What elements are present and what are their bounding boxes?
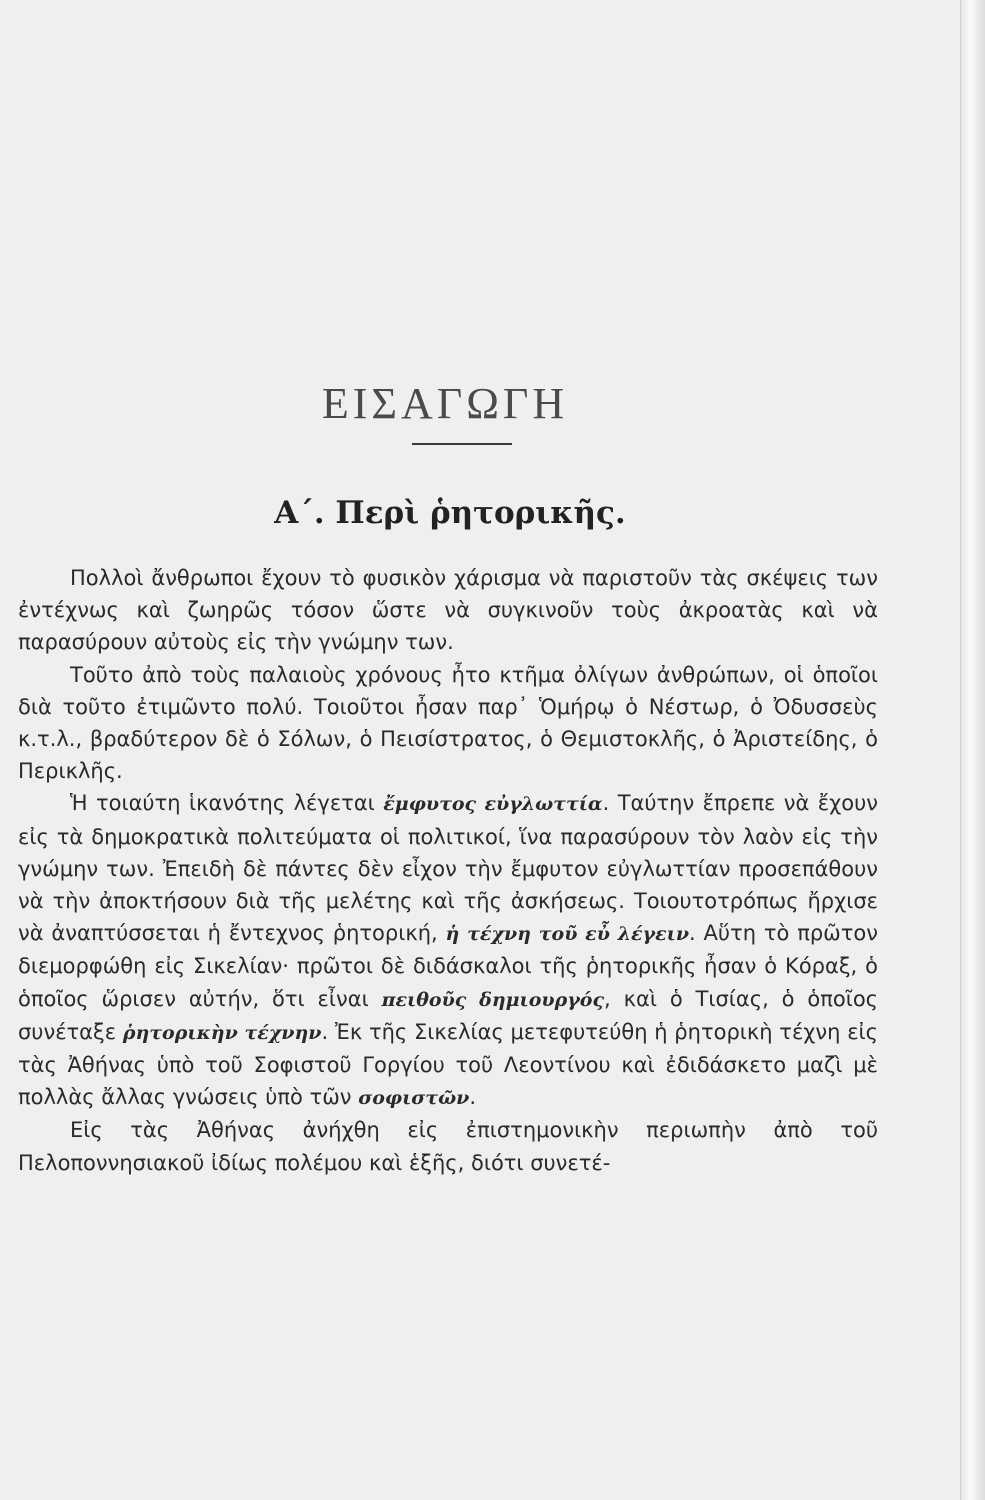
text-run: Ἡ τοιαύτη ἱκανότης λέγεται xyxy=(70,791,384,816)
text-run: . Ἐκ τῆς Σικελίας μετεφυτεύθη ἡ ῥητορικὴ τέχνη εἰς τὰς Ἀθήνας ὑπὸ τοῦ Σοφιστοῦ Γοργίου τοῦ Λεοντίνου καὶ ἐδιδάσκετο μαζὶ μὲ πολλὰς ἄλλας γνώσεις ὑπὸ τῶν xyxy=(18,1019,878,1110)
paragraph: Εἰς τὰς Ἀθήνας ἀνήχθη εἰς ἐπιστημονικὴν περιωπὴν ἀπὸ τοῦ Πελοποννησιακοῦ ἰδίως πολέμου καὶ ἑξῆς, διότι συνετέ- xyxy=(18,1118,878,1175)
chapter-title: ΕΙΣΑΓΩΓΗ xyxy=(321,379,569,428)
emphasized-term: ἡ τέχνη τοῦ εὖ λέγειν xyxy=(445,923,690,946)
emphasized-term: ἔμφυτος εὐγλωττία xyxy=(383,793,603,816)
text-run: , καὶ ὁ Τισίας, ὁ ὁποῖος συνέταξε xyxy=(18,986,878,1044)
text-run: . Αὕτη τὸ πρῶτον διεμορφώθη εἰς Σικελίαν· πρῶτοι δὲ διδάσκαλοι τῆς ῥητορικῆς ἦσαν ὁ Κόραξ, ὁ ὁποῖος ὥρισεν αὐτήν, ὅτι εἶναι xyxy=(18,921,878,1011)
body-text xyxy=(18,562,878,1179)
emphasized-term: πειθοῦς δημιουργός xyxy=(381,988,605,1011)
paragraph xyxy=(18,787,878,1114)
emphasized-term: ῥητορικὴν τέχνην xyxy=(122,1021,322,1044)
section-heading: Α΄. Περὶ ῥητορικῆς. xyxy=(274,495,626,531)
emphasized-term: σοφιστῶν xyxy=(358,1087,470,1110)
paragraph: Τοῦτο ἀπὸ τοὺς παλαιοὺς χρόνους ἦτο κτῆμα ὀλίγων ἀνθρώπων, οἱ ὁποῖοι διὰ τοῦτο ἐτιμῶντο πολύ. Τοιοῦτοι ἦσαν παρ᾽ Ὁμήρῳ ὁ Νέστωρ, ὁ Ὀδυσσεὺς κ.τ.λ., βραδύτερον δὲ ὁ Σόλων, ὁ Πεισίστρατος, ὁ Θεμιστοκλῆς, ὁ Ἀριστείδης, ὁ Περικλῆς. xyxy=(18,662,878,784)
paragraph: Πολλοὶ ἄνθρωποι ἔχουν τὸ φυσικὸν χάρισμα νὰ παριστοῦν τὰς σκέψεις των ἐντέχνως καὶ ζωηρῶς τόσον ὥστε νὰ συγκινοῦν τοὺς ἀκροατὰς καὶ νὰ παρασύρουν αὐτοὺς εἰς τὴν γνώμην των. xyxy=(18,566,878,655)
title-divider xyxy=(412,443,512,445)
text-run: . Ταύτην ἔπρεπε νὰ ἔχουν εἰς τὰ δημοκρατικὰ πολιτεύματα οἱ πολιτικοί, ἵνα παρασύρουν τὸν λαὸν εἰς τὴν γνώμην των. Ἐπειδὴ δὲ πάντες δὲν εἶχον τὴν ἔμφυτον εὐγλωττίαν προσεπάθουν νὰ τὴν ἀποκτήσουν διὰ τῆς μελέτης καὶ τῆς ἀσκήσεως. Τοιουτοτρόπως ἤρχισε νὰ ἀναπτύσσεται ἡ ἔντεχνος ῥητορική, xyxy=(18,791,879,946)
text-run: . xyxy=(469,1085,477,1110)
page-edge xyxy=(960,0,985,1500)
